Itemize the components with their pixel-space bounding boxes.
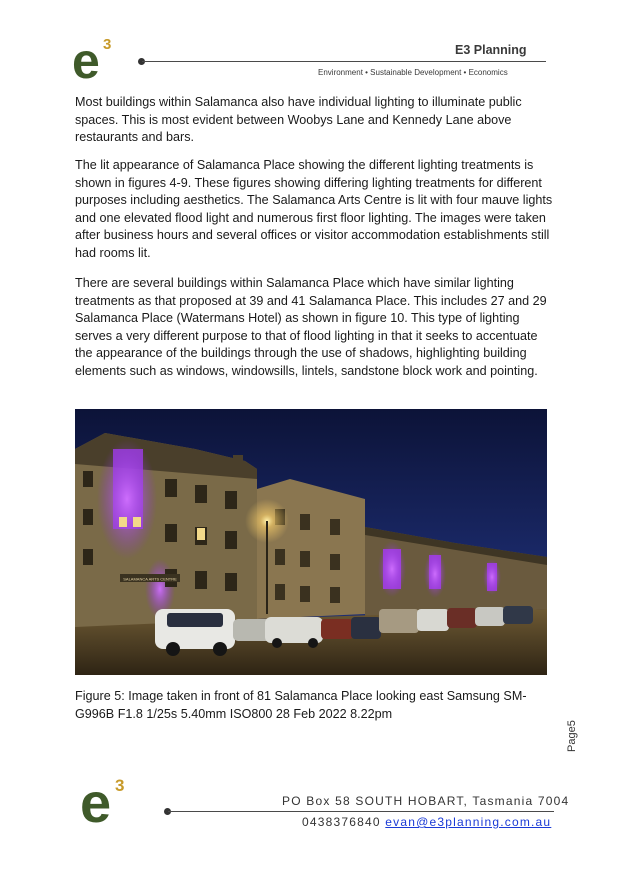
footer-logo-e: e xyxy=(80,771,112,834)
page-number: Page5 xyxy=(566,720,578,752)
paragraph-2: The lit appearance of Salamanca Place showing the different lighting treatments is shown in figures 4-9. These figures showing differing lighting treatments for different purposes including aesthetics. The Salamanca Arts Centre is lit with four mauve lights and one elevated flood light and numerous first floor lighting. The images were taken after business hours and several offices or visitor accommodation establishments still had rooms lit. xyxy=(75,158,553,260)
paragraph-3: There are several buildings within Salamanca Place which have similar lighting treatments as that proposed at 39 and 41 Salamanca Place. This includes 27 and 29 Salamanca Place (Watermans Hotel) as shown in figure 10. This type of lighting serves a very different purpose to that of flood lighting in that it seeks to accentuate the appearance of the buildings through the use of shadows, highlighting building elements such as windows, windowsills, lintels, sandstone block work and pointing. xyxy=(75,276,547,378)
company-tagline: Environment • Sustainable Development • Economics xyxy=(318,68,508,77)
figure-5-photo xyxy=(75,409,547,675)
company-name: E3 Planning xyxy=(455,43,527,57)
header-logo-3: 3 xyxy=(103,36,112,53)
footer-logo xyxy=(80,771,136,834)
footer-logo-3: 3 xyxy=(115,776,125,795)
footer-address: PO Box 58 SOUTH HOBART, Tasmania 7004 xyxy=(282,794,570,808)
mauve-light xyxy=(97,439,157,559)
header-rule xyxy=(142,61,546,62)
header-logo-e: e xyxy=(72,33,100,89)
footer-phone: 0438376840 xyxy=(302,815,381,829)
footer-contact xyxy=(302,815,551,829)
arts-centre-sign: SALAMANCA ARTS CENTRE xyxy=(123,576,177,582)
figure-caption: Figure 5: Image taken in front of 81 Salamanca Place looking east Samsung SM-G996B F1.8 1/25s 5.40mm ISO800 28 Feb 2022 8.22pm xyxy=(75,689,527,721)
footer-email-link[interactable]: evan@e3planning.com.au xyxy=(385,815,552,829)
footer-rule xyxy=(168,811,554,812)
paragraph-1: Most buildings within Salamanca also have individual lighting to illuminate public spaces. This is most evident between Woobys Lane and Kennedy Lane above restaurants and bars. xyxy=(75,95,522,145)
header-logo xyxy=(72,33,122,89)
